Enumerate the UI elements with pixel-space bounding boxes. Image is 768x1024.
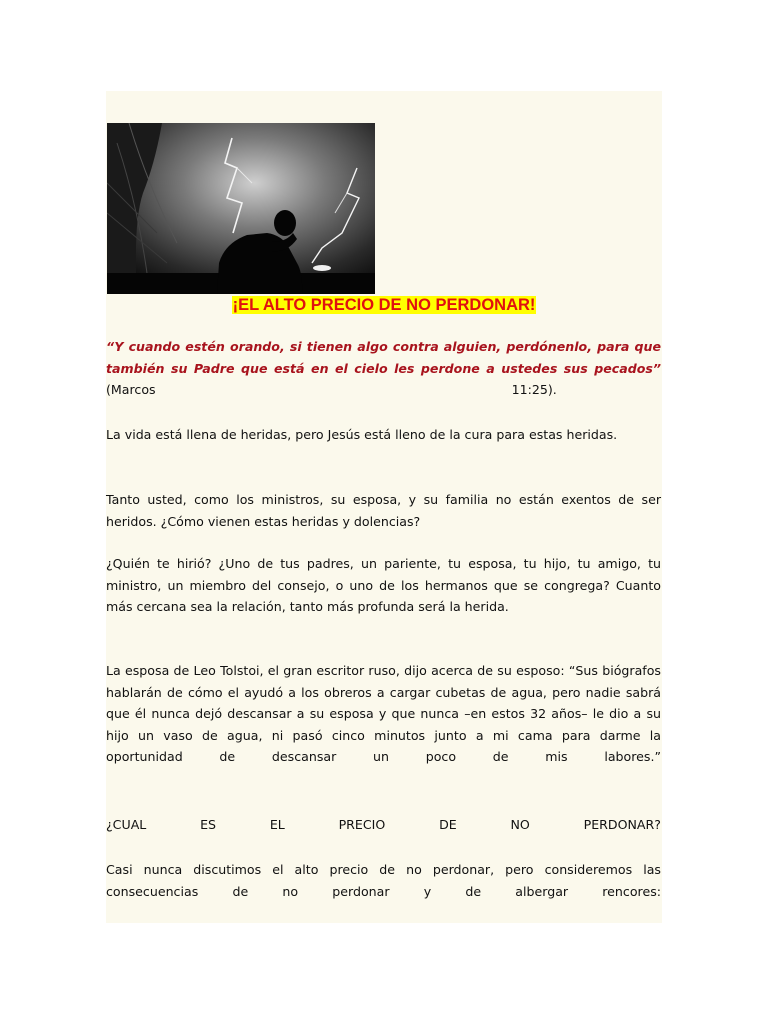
subheading-word: PRECIO: [338, 817, 386, 832]
subheading-word: EL: [269, 817, 285, 832]
subheading: [106, 814, 661, 836]
subheading-word: NO: [510, 817, 530, 832]
paragraph: La esposa de Leo Tolstoi, el gran escritor ruso, dijo acerca de su esposo: “Sus biógrafos hablarán de cómo el ayudó a los obreros a cargar cubetas de agua, pero nadie sabrá que él nunca dejó descansar a su esposa y que nunca –en estos 32 años– le dio a su hijo un vaso de agua, ni pasó cinco minutos junto a mi cama para darme la oportunidad de descansar un poco de mis labores.”: [106, 663, 661, 764]
paragraph: La vida está llena de heridas, pero Jesús está lleno de la cura para estas heridas.: [106, 427, 618, 442]
praying-man-lightning-image: [107, 123, 375, 294]
subheading-word: ¿CUAL: [106, 817, 147, 832]
title-highlight: ¡EL ALTO PRECIO DE NO PERDONAR!: [232, 296, 536, 314]
paragraph: ¿Quién te hirió? ¿Uno de tus padres, un pariente, tu esposa, tu hijo, tu amigo, tu ministro, un miembro del consejo, o uno de los hermanos que se congrega? Cuanto más cercana sea la relación, tanto más profunda será la herida.: [106, 556, 661, 614]
quote-reference-book: (Marcos: [106, 382, 156, 397]
paragraph: Tanto usted, como los ministros, su esposa, y su familia no están exentos de ser heridos. ¿Cómo vienen estas heridas y dolencias?: [106, 492, 661, 529]
photo-illustration: [107, 123, 375, 294]
scripture-quote-paragraph: [106, 336, 661, 401]
subheading-word: DE: [439, 817, 457, 832]
quote-reference: [106, 382, 557, 397]
scripture-quote: “Y cuando estén orando, si tienen algo contra alguien, perdónenlo, para que también su Padre que está en el cielo les perdone a ustedes sus pecados”: [106, 339, 661, 376]
document-page: [106, 91, 662, 923]
document-title: [106, 294, 662, 316]
subheading-word: PERDONAR?: [583, 817, 661, 832]
subheading-word: ES: [200, 817, 217, 832]
quote-reference-verse: 11:25).: [511, 382, 557, 397]
paragraph: Casi nunca discutimos el alto precio de no perdonar, pero consideremos las consecuencias de no perdonar y de albergar rencores:: [106, 862, 661, 899]
